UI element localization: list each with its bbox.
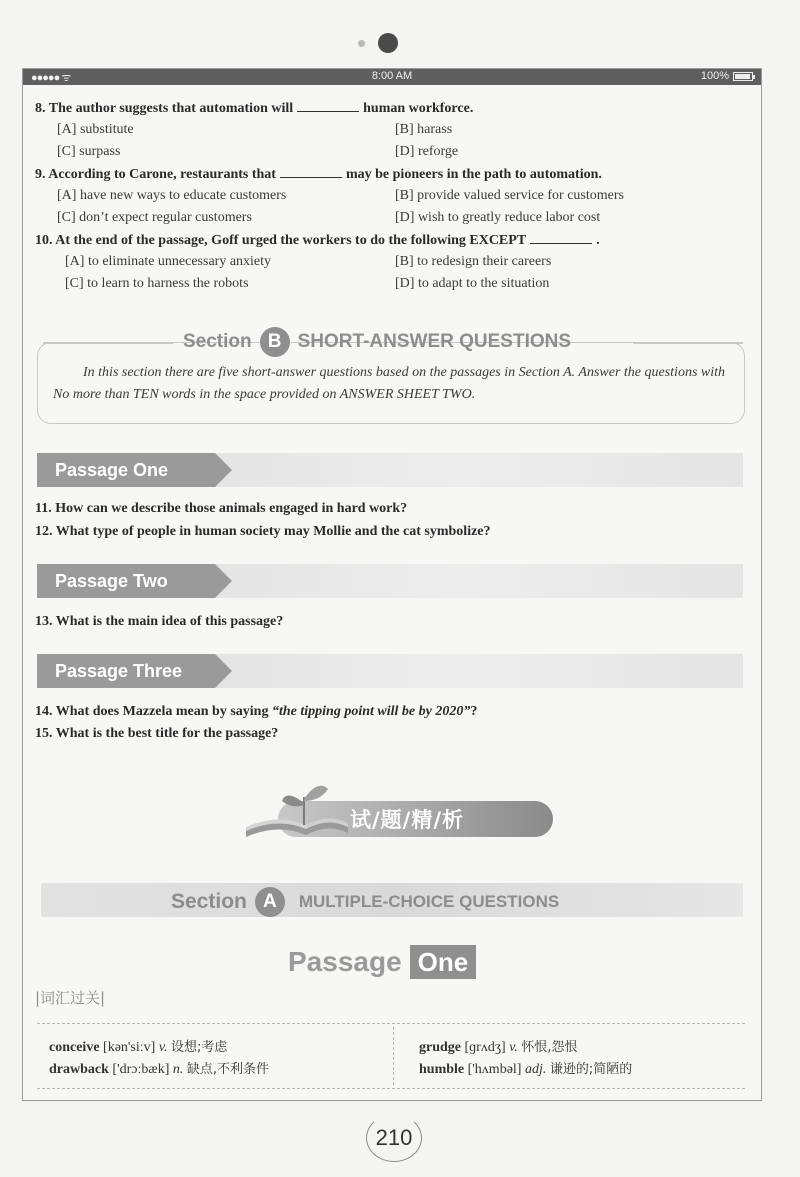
vocab-entry: conceive [kən'siːv] v. 设想;考虑 xyxy=(49,1040,228,1055)
section-b-instruction: In this section there are five short-answer questions based on the passages in Section A. Answer the questions with No more than TEN words in the space provided on ANSWER SHEET TWO. xyxy=(53,365,726,402)
option-9c[interactable]: [C] don’t expect regular customers xyxy=(57,210,252,225)
book-sprout-icon xyxy=(238,767,358,847)
answer-blank xyxy=(280,166,342,178)
option-8b[interactable]: [B] harass xyxy=(395,122,453,137)
passage-banner-two xyxy=(37,564,743,598)
question-stem-end: human workforce. xyxy=(363,101,474,116)
section-letter-badge: B xyxy=(260,327,290,357)
option-9a[interactable]: [A] have new ways to educate customers xyxy=(57,188,287,203)
question-10 xyxy=(35,232,600,249)
page-indicator-dot-active xyxy=(378,33,398,53)
answer-blank xyxy=(297,100,359,112)
question-9 xyxy=(35,166,602,183)
question-number: 9. xyxy=(35,167,46,182)
answer-blank xyxy=(530,232,592,244)
battery-percent: 100% xyxy=(700,70,729,82)
section-word: Section xyxy=(171,890,247,913)
option-9d[interactable]: [D] wish to greatly reduce labor cost xyxy=(395,210,601,225)
option-10d[interactable]: [D] to adapt to the situation xyxy=(395,276,550,291)
passage-heading-word: Passage xyxy=(288,946,402,977)
question-stem: The author suggests that automation will xyxy=(48,101,294,116)
vocab-entry: drawback ['drɔːbæk] n. 缺点,不利条件 xyxy=(49,1062,269,1077)
option-10a[interactable]: [A] to eliminate unnecessary anxiety xyxy=(65,254,272,269)
tablet-frame xyxy=(22,68,762,1101)
option-10b[interactable]: [B] to redesign their careers xyxy=(395,254,552,269)
passage-banner-one xyxy=(37,453,743,487)
passage-banner-three xyxy=(37,654,743,688)
section-b-heading xyxy=(183,327,571,357)
analysis-banner xyxy=(238,767,558,847)
section-title: MULTIPLE-CHOICE QUESTIONS xyxy=(298,892,560,911)
question-13: 13. What is the main idea of this passage? xyxy=(35,614,284,629)
vocab-entry: humble ['hʌmbəl] adj. 谦逊的;简陋的 xyxy=(419,1062,633,1077)
question-stem-end: may be pioneers in the path to automation. xyxy=(345,167,602,182)
passage-label: Passage Two xyxy=(37,564,215,598)
page-number: 210 xyxy=(366,1114,422,1162)
quote: “the tipping point will be by 2020” xyxy=(271,704,471,719)
passage-heading xyxy=(288,945,476,979)
question-number: 8. xyxy=(35,101,46,116)
question-15: 15. What is the best title for the passage? xyxy=(35,726,279,741)
option-10c[interactable]: [C] to learn to harness the robots xyxy=(65,276,249,291)
battery-status xyxy=(701,70,753,82)
vocab-entry: grudge [ɡrʌdʒ] v. 怀恨,怨恨 xyxy=(419,1040,578,1055)
section-a-heading xyxy=(171,887,559,917)
question-stem-end: . xyxy=(596,233,600,248)
question-14: 14. What does Mazzela mean by saying “the tipping point will be by 2020”? xyxy=(35,704,478,719)
section-title: SHORT-ANSWER QUESTIONS xyxy=(297,331,572,352)
status-time: 8:00 AM xyxy=(371,70,413,82)
analysis-banner-text: 试/题/精/析 xyxy=(350,808,465,832)
option-8a[interactable]: [A] substitute xyxy=(57,122,134,137)
option-9b[interactable]: [B] provide valued service for customers xyxy=(395,188,624,203)
question-number: 10. xyxy=(35,233,53,248)
status-bar xyxy=(23,69,761,85)
question-11: 11. How can we describe those animals engaged in hard work? xyxy=(35,501,408,516)
passage-label: Passage Three xyxy=(37,654,215,688)
passage-label: Passage One xyxy=(37,453,215,487)
question-12: 12. What type of people in human society may Mollie and the cat symbolize? xyxy=(35,524,491,539)
section-word: Section xyxy=(183,331,252,352)
section-letter-badge: A xyxy=(255,887,285,917)
battery-icon xyxy=(733,72,753,81)
vocab-label: |词汇过关| xyxy=(35,989,106,1007)
question-stem: According to Carone, restaurants that xyxy=(48,167,276,182)
option-8c[interactable]: [C] surpass xyxy=(57,144,121,159)
option-8d[interactable]: [D] reforge xyxy=(395,144,459,159)
passage-heading-number: One xyxy=(410,945,477,979)
question-stem: At the end of the passage, Goff urged the workers to do the following EXCEPT xyxy=(55,233,527,248)
vocab-box xyxy=(37,1023,745,1089)
page-indicator-dot xyxy=(358,40,365,47)
signal-icon: ●●●●● ᯤ xyxy=(31,72,71,84)
vocab-divider xyxy=(393,1027,394,1085)
question-8 xyxy=(35,100,473,117)
